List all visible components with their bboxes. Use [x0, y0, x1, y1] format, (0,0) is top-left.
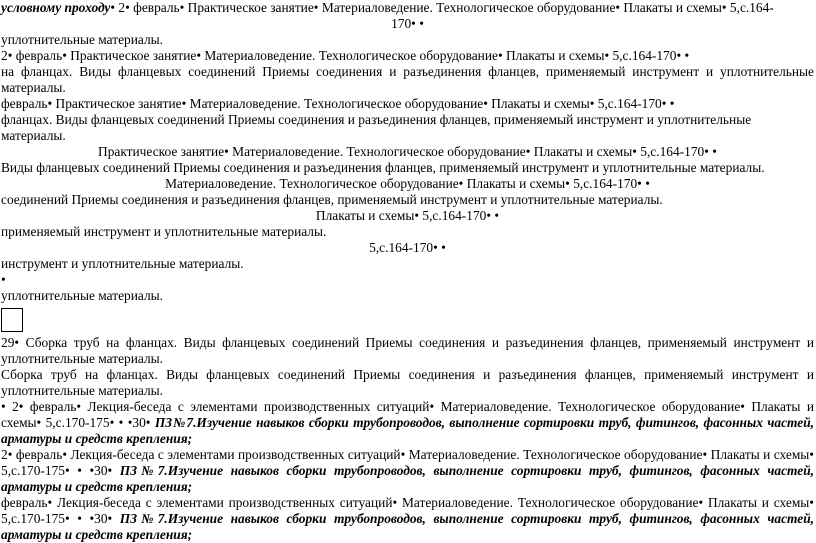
text-bold-italic: ПЗ№7.Изучение навыков сборки трубопроводов, выполнение сортировки труб, фитингов, фасонных частей, арматуры и средств крепления; — [1, 511, 814, 542]
text-line-22 — [0, 495, 814, 543]
text-run: • 2• февраль• Практическое занятие• Материаловедение. Технологическое оборудование• Плакаты и схемы• 5,с.164- — [110, 0, 774, 15]
text-line-13: применяемый инструмент и уплотнительные материалы. — [1, 224, 327, 239]
text-line-9: Виды фланцевых соединений Приемы соединения и разъединения фланцев, применяемый инструмент и уплотнительные материалы. — [1, 160, 765, 175]
text-line-16: • — [1, 272, 6, 287]
text-bold-italic: условному проходу — [1, 0, 111, 15]
empty-box — [1, 308, 23, 332]
text-bold-italic: ПЗ№7.Изучение навыков сборки трубопроводов, выполнение сортировки труб, фитингов, фасонных частей, арматуры и средств крепления; — [1, 415, 814, 446]
text-line-6: февраль• Практическое занятие• Материаловедение. Технологическое оборудование• Плакаты и схемы• 5,с.164-170• • — [1, 96, 675, 111]
text-line-20 — [0, 399, 814, 447]
text-line-17: уплотнительные материалы. — [1, 288, 164, 303]
text-run: 2• февраль• Лекция-беседа с элементами производственных ситуаций• Материаловедение. Технологическое оборудование• Плакаты и схемы• 5,с.170-175• • •30• — [1, 447, 814, 478]
text-line-21 — [0, 447, 814, 495]
text-run: • 2• февраль• Лекция-беседа с элементами производственных ситуаций• Материаловедение. Технологическое оборудование• Плакаты и схемы• 5,с.170-175• • •30• — [1, 399, 814, 430]
text-line-19: Сборка труб на фланцах. Виды фланцевых соединений Приемы соединения и разъединения фланцев, применяемый инструмент и уплотнительные материалы. — [1, 367, 814, 398]
text-bold-italic: ПЗ№7.Изучение навыков сборки трубопроводов, выполнение сортировки труб, фитингов, фасонных частей, арматуры и средств крепления; — [1, 463, 814, 494]
text-line-8: Практическое занятие• Материаловедение. Технологическое оборудование• Плакаты и схемы• 5,с.164-170• • — [98, 144, 717, 159]
text-line-15: инструмент и уплотнительные материалы. — [1, 256, 244, 271]
text-line-10: Материаловедение. Технологическое оборудование• Плакаты и схемы• 5,с.164-170• • — [165, 176, 650, 191]
text-line-1 — [0, 0, 814, 16]
text-line-5: на фланцах. Виды фланцевых соединений Приемы соединения и разъединения фланцев, применяемый инструмент и уплотнительные материалы. — [1, 64, 814, 95]
text-line-2: 170• • — [391, 16, 424, 31]
text-line-7: фланцах. Виды фланцевых соединений Приемы соединения и разъединения фланцев, применяемый инструмент и уплотнительные материалы. — [1, 112, 752, 143]
text-line-3: уплотнительные материалы. — [1, 32, 164, 47]
text-line-18: 29• Сборка труб на фланцах. Виды фланцевых соединений Приемы соединения и разъединения фланцев, применяемый инструмент и уплотнительные материалы. — [1, 335, 814, 366]
text-line-4: 2• февраль• Практическое занятие• Материаловедение. Технологическое оборудование• Плакаты и схемы• 5,с.164-170• • — [1, 48, 690, 63]
text-run: февраль• Лекция-беседа с элементами производственных ситуаций• Материаловедение. Технологическое оборудование• Плакаты и схемы• 5,с.170-175• • •30• — [1, 495, 814, 526]
text-line-14: 5,с.164-170• • — [369, 240, 446, 255]
text-line-11: соединений Приемы соединения и разъединения фланцев, применяемый инструмент и уплотнительные материалы. — [1, 192, 663, 207]
text-line-12: Плакаты и схемы• 5,с.164-170• • — [315, 208, 500, 223]
